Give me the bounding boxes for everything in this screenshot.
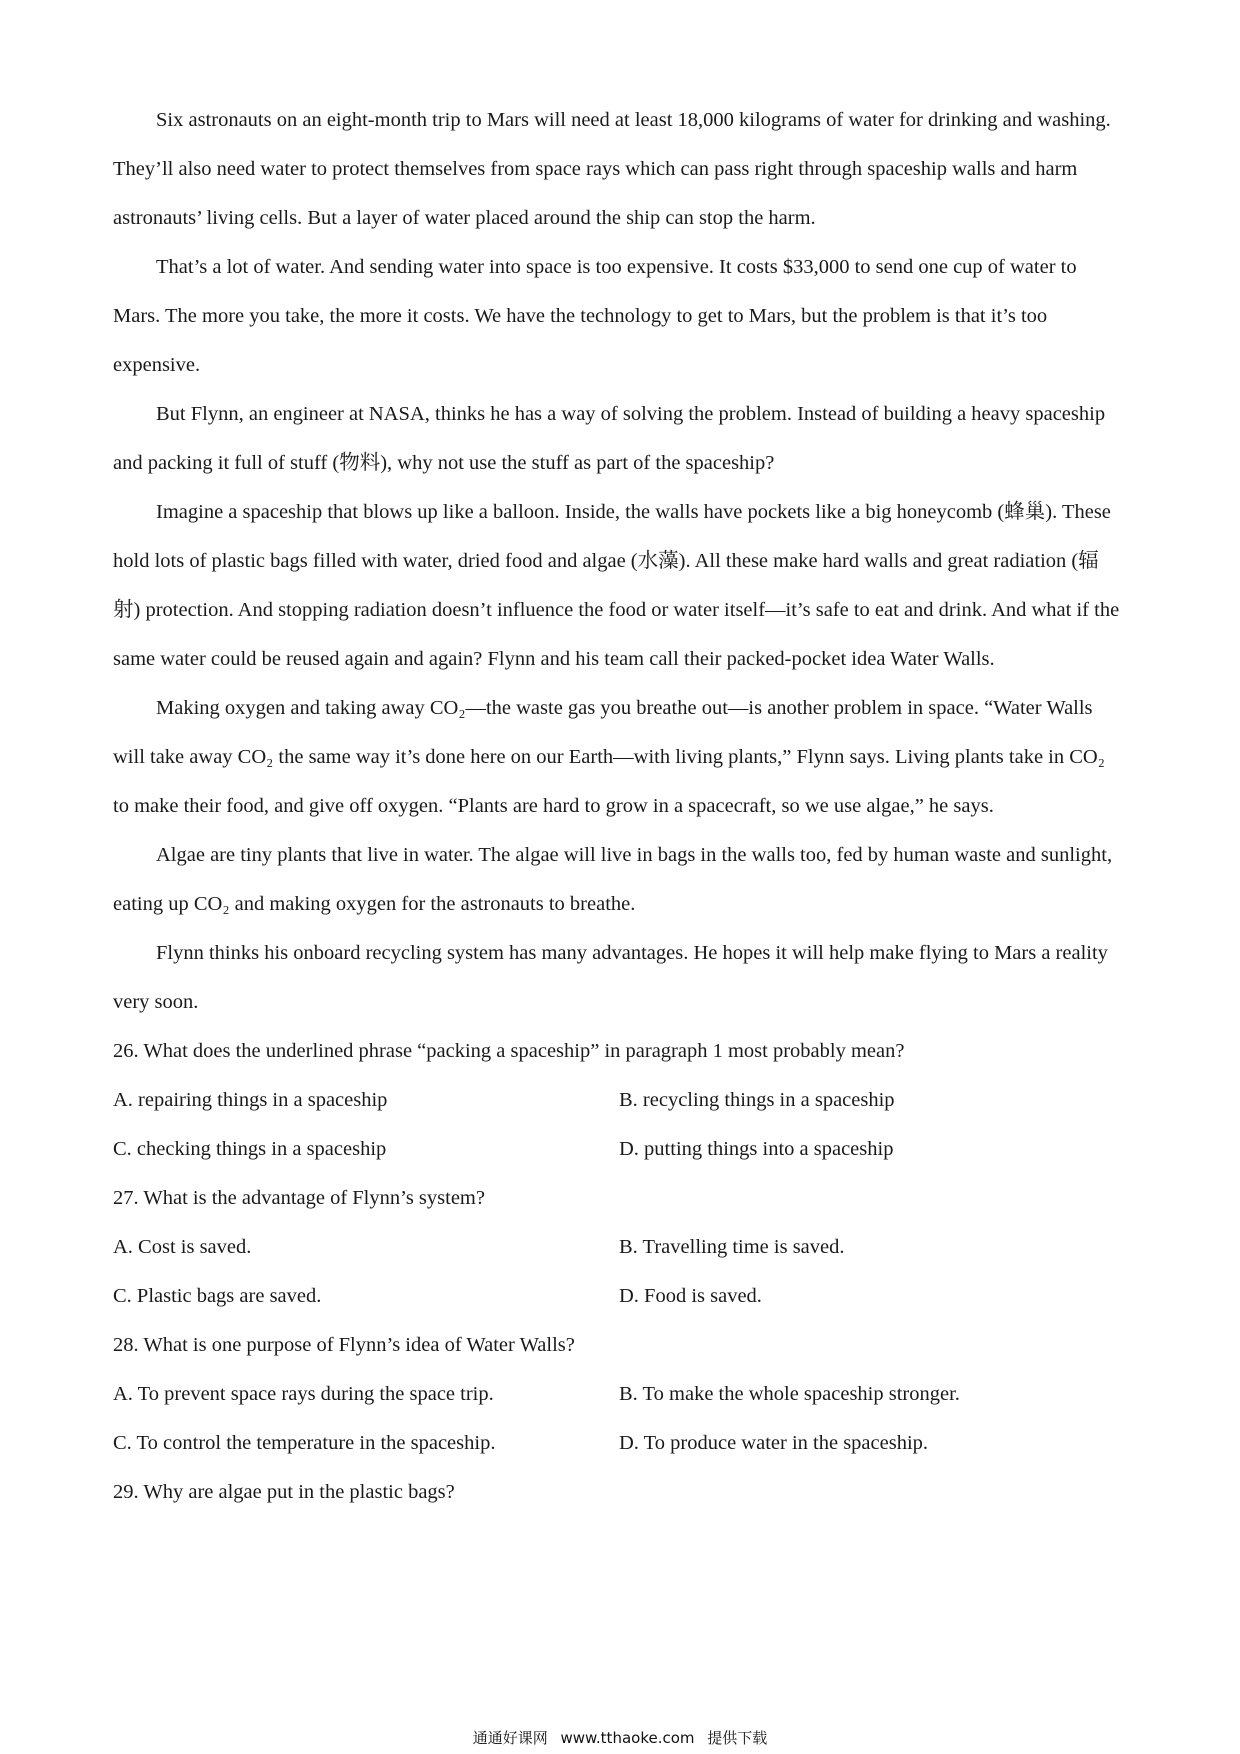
footer-site-name: 通通好课网	[472, 1729, 548, 1747]
question-26	[113, 1027, 1123, 1174]
option-b: B. recycling things in a spaceship	[619, 1089, 895, 1111]
option-b: B. To make the whole spaceship stronger.	[619, 1383, 960, 1405]
option-c: C. checking things in a spaceship	[113, 1138, 387, 1160]
footer-note: 提供下载	[707, 1729, 768, 1747]
page-footer	[0, 1727, 1240, 1748]
question-options	[113, 1370, 1123, 1468]
option-d: D. To produce water in the spaceship.	[619, 1432, 929, 1454]
exam-passage	[113, 96, 1123, 1517]
paragraph-6: Algae are tiny plants that live in water. The algae will live in bags in the walls too, fed by human waste and sunlight, eating up CO₂ and making oxygen for the astronauts to breathe.	[113, 844, 1113, 915]
question-stem: 26. What does the underlined phrase “packing a spaceship” in paragraph 1 most probably mean?	[113, 1040, 905, 1062]
option-d: D. putting things into a spaceship	[619, 1138, 894, 1160]
option-c: C. Plastic bags are saved.	[113, 1285, 322, 1307]
footer-url[interactable]: www.tthaoke.com	[560, 1729, 695, 1747]
paragraph-1: Six astronauts on an eight-month trip to Mars will need at least 18,000 kilograms of water for drinking and washing. They’ll also need water to protect themselves from space rays which can pass right through spaceship walls and harm astronauts’ living cells. But a layer of water placed around the ship can stop the harm.	[113, 109, 1111, 229]
question-stem: 28. What is one purpose of Flynn’s idea of Water Walls?	[113, 1334, 575, 1356]
question-options	[113, 1223, 1123, 1321]
question-stem: 27. What is the advantage of Flynn’s system?	[113, 1187, 485, 1209]
option-d: D. Food is saved.	[619, 1285, 762, 1307]
question-stem: 29. Why are algae put in the plastic bags?	[113, 1481, 455, 1503]
option-a: A. repairing things in a spaceship	[113, 1089, 388, 1111]
paragraph-7: Flynn thinks his onboard recycling system has many advantages. He hopes it will help make flying to Mars a reality very soon.	[113, 942, 1108, 1013]
question-options	[113, 1076, 1123, 1174]
option-c: C. To control the temperature in the spaceship.	[113, 1432, 496, 1454]
question-27	[113, 1174, 1123, 1321]
option-b: B. Travelling time is saved.	[619, 1236, 845, 1258]
question-28	[113, 1321, 1123, 1468]
question-29	[113, 1468, 1123, 1517]
paragraph-4: Imagine a spaceship that blows up like a balloon. Inside, the walls have pockets like a big honeycomb (蜂巢). These hold lots of plastic bags filled with water, dried food and algae (水藻). All these make hard walls and great radiation (辐射) protection. And stopping radiation doesn’t influence the food or water itself—it’s safe to eat and drink. And what if the same water could be reused again and again? Flynn and his team call their packed-pocket idea Water Walls.	[113, 501, 1120, 670]
option-a: A. Cost is saved.	[113, 1236, 252, 1258]
paragraph-3: But Flynn, an engineer at NASA, thinks he has a way of solving the problem. Instead of building a heavy spaceship and packing it full of stuff (物料), why not use the stuff as part of the spaceship?	[113, 403, 1106, 474]
paragraph-5: Making oxygen and taking away CO₂—the waste gas you breathe out—is another problem in space. “Water Walls will take away CO₂ the same way it’s done here on our Earth—with living plants,” Flynn says. Living plants take in CO₂ to make their food, and give off oxygen. “Plants are hard to grow in a spacecraft, so we use algae,” he says.	[113, 697, 1105, 817]
paragraph-2: That’s a lot of water. And sending water into space is too expensive. It costs $33,000 to send one cup of water to Mars. The more you take, the more it costs. We have the technology to get to Mars, but the problem is that it’s too expensive.	[113, 256, 1077, 376]
option-a: A. To prevent space rays during the space trip.	[113, 1383, 494, 1405]
